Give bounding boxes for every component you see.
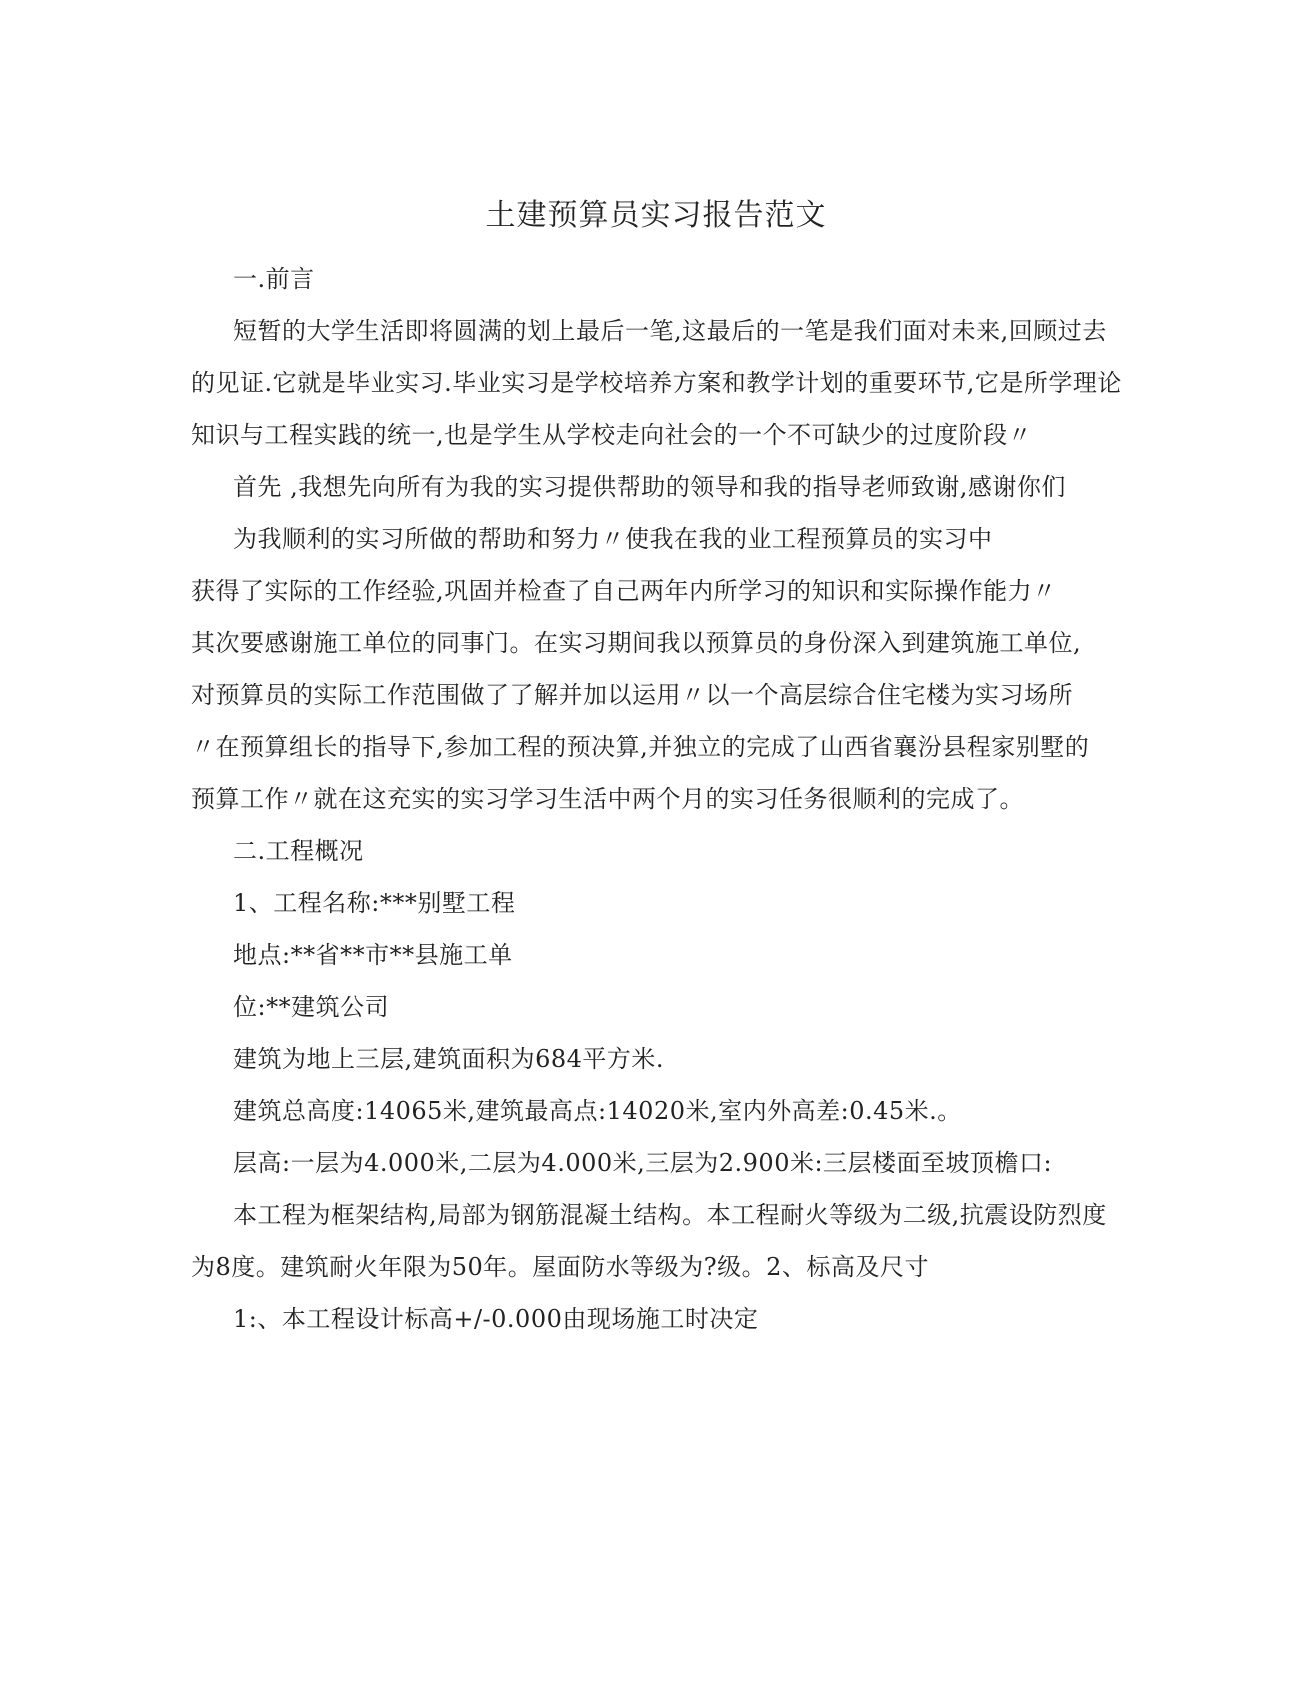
paragraph-line: 本工程为框架结构,局部为钢筋混凝土结构。本工程耐火等级为二级,抗震设防烈度 [233,1201,1107,1229]
section-heading-preface: 一.前言 [233,265,315,293]
paragraph-line: 1:、本工程设计标高+/-0.000由现场施工时决定 [233,1305,759,1333]
section-heading-overview: 二.工程概况 [233,837,364,865]
paragraph-line: 短暂的大学生活即将圆满的划上最后一笔,这最后的一笔是我们面对未来,回顾过去 [233,317,1107,345]
paragraph-line: 1、工程名称:***别墅工程 [233,889,516,917]
paragraph-line: 获得了实际的工作经验,巩固并检查了自己两年内所学习的知识和实际操作能力〃 [191,577,1057,605]
paragraph-line: 为我顺利的实习所做的帮助和努力〃使我在我的业工程预算员的实习中 [233,525,993,553]
paragraph-line: 层高:一层为4.000米,二层为4.000米,三层为2.900米:三层楼面至坡顶檐口: [233,1149,1053,1177]
paragraph-line: 〃在预算组长的指导下,参加工程的预决算,并独立的完成了山西省襄汾县程家别墅的 [191,733,1090,761]
paragraph-line: 为8度。建筑耐火年限为50年。屋面防水等级为?级。2、标高及尺寸 [191,1253,929,1281]
paragraph-line: 建筑总高度:14065米,建筑最高点:14020米,室内外高差:0.45米.。 [233,1097,962,1125]
paragraph-line: 对预算员的实际工作范围做了了解并加以运用〃以一个高层综合住宅楼为实习场所 [191,681,1073,709]
paragraph-line: 其次要感谢施工单位的同事门。在实习期间我以预算员的身份深入到建筑施工单位, [191,629,1082,657]
paragraph-line: 预算工作〃就在这充实的实习学习生活中两个月的实习任务很顺利的完成了。 [191,785,1024,813]
document-title: 土建预算员实习报告范文 [485,198,827,233]
paragraph-line: 首先 ,我想先向所有为我的实习提供帮助的领导和我的指导老师致谢,感谢你们 [233,473,1066,501]
paragraph-line: 建筑为地上三层,建筑面积为684平方米. [233,1045,665,1073]
paragraph-line: 知识与工程实践的统一,也是学生从学校走向社会的一个不可缺少的过度阶段〃 [191,421,1033,449]
paragraph-line: 的见证.它就是毕业实习.毕业实习是学校培养方案和教学计划的重要环节,它是所学理论 [191,369,1122,397]
paragraph-line: 地点:**省**市**县施工单 [233,941,513,969]
paragraph-line: 位:**建筑公司 [233,993,390,1021]
